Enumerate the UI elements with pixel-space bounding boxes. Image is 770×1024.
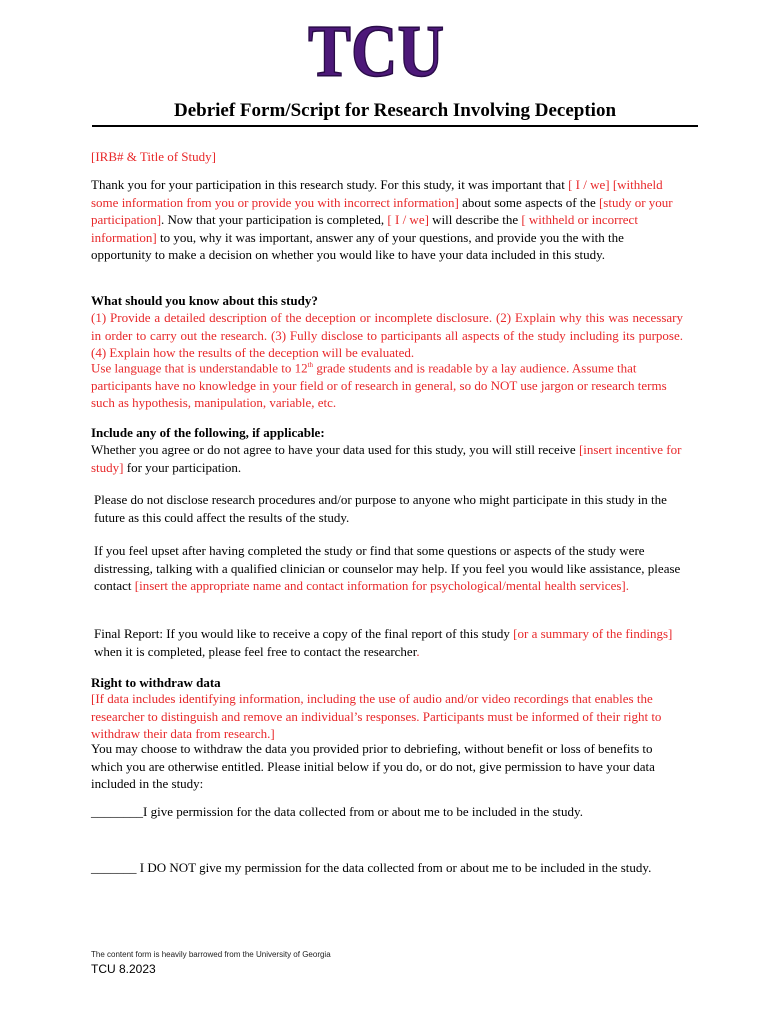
upset-paragraph: If you feel upset after having completed the study or find that some questions or aspects of the study were distressing, talking with a qualified clinician or counselor may help. If you feel you would like assistance, please contact [insert the appropriate name and contact information for psychological/mental health services].: [94, 543, 681, 593]
page-title: Debrief Form/Script for Research Involving Deception: [173, 100, 617, 121]
language-note: Use language that is understandable to 12th grade students and is readable by a lay audience. Assume that participants have no knowledge in your field or of research in general, so do NOT use jargon or research terms such as hypothesis, manipulation, variable, etc.: [91, 360, 667, 411]
irb-line: [IRB# & Title of Study]: [91, 149, 216, 164]
disclose-paragraph: Please do not disclose research procedures and/or purpose to anyone who might participate in this study in the future as this could affect the results of the study.: [94, 492, 667, 525]
withdraw-heading: Right to withdraw data: [91, 675, 221, 690]
what-heading: What should you know about this study?: [91, 293, 318, 308]
withdraw-instructions: [If data includes identifying information, including the use of audio and/or video recordings that enables the researcher to distinguish and remove an individual’s responses. Participants must be informed of their right to withdraw their data from research.]: [91, 691, 662, 741]
incentive-paragraph: Whether you agree or do not agree to have your data used for this study, you will still receive [insert incentive for study] for your participation.: [91, 442, 682, 475]
intro-paragraph: Thank you for your participation in this research study. For this study, it was important that [ I / we] [withheld some information from you or provide you with incorrect information] about some aspects of the [study or your participation]. Now that your participation is completed, [ I / we] will describe the [ withheld or incorrect information] to you, why it was important, answer any of your questions, and provide you the with the opportunity to make a decision on whether you would like to have your data included in this study.: [91, 177, 673, 262]
tcu-logo: [305, 11, 447, 93]
consent-no-line: _______ I DO NOT give my permission for the data collected from or about me to be included in the study.: [91, 860, 652, 875]
title-rule: [92, 125, 698, 127]
footer-note: The content form is heavily barrowed from the University of Georgia: [91, 950, 331, 959]
final-report-paragraph: Final Report: If you would like to receive a copy of the final report of this study [or a summary of the findings] when it is completed, please feel free to contact the researcher.: [94, 626, 673, 659]
tcu-logo-text: TCU: [308, 11, 444, 93]
what-instructions: (1) Provide a detailed description of the deception or incomplete disclosure. (2) Explain why this was necessary in order to carry out the research. (3) Fully disclose to participants all aspects of the study including its purpose. (4) Explain how the results of the deception will be evaluated.: [91, 310, 683, 360]
consent-yes-line: ________I give permission for the data collected from or about me to be included in the study.: [91, 804, 583, 819]
consent-no-blank[interactable]: _______: [91, 860, 137, 875]
footer-version: TCU 8.2023: [91, 962, 156, 976]
withdraw-text: You may choose to withdraw the data you provided prior to debriefing, without benefit or loss of benefits to which you are otherwise entitled. Please initial below if you do, or do not, give permission to have your data included in the study:: [91, 741, 655, 791]
include-heading: Include any of the following, if applicable:: [91, 425, 325, 440]
consent-yes-blank[interactable]: ________: [91, 804, 143, 819]
